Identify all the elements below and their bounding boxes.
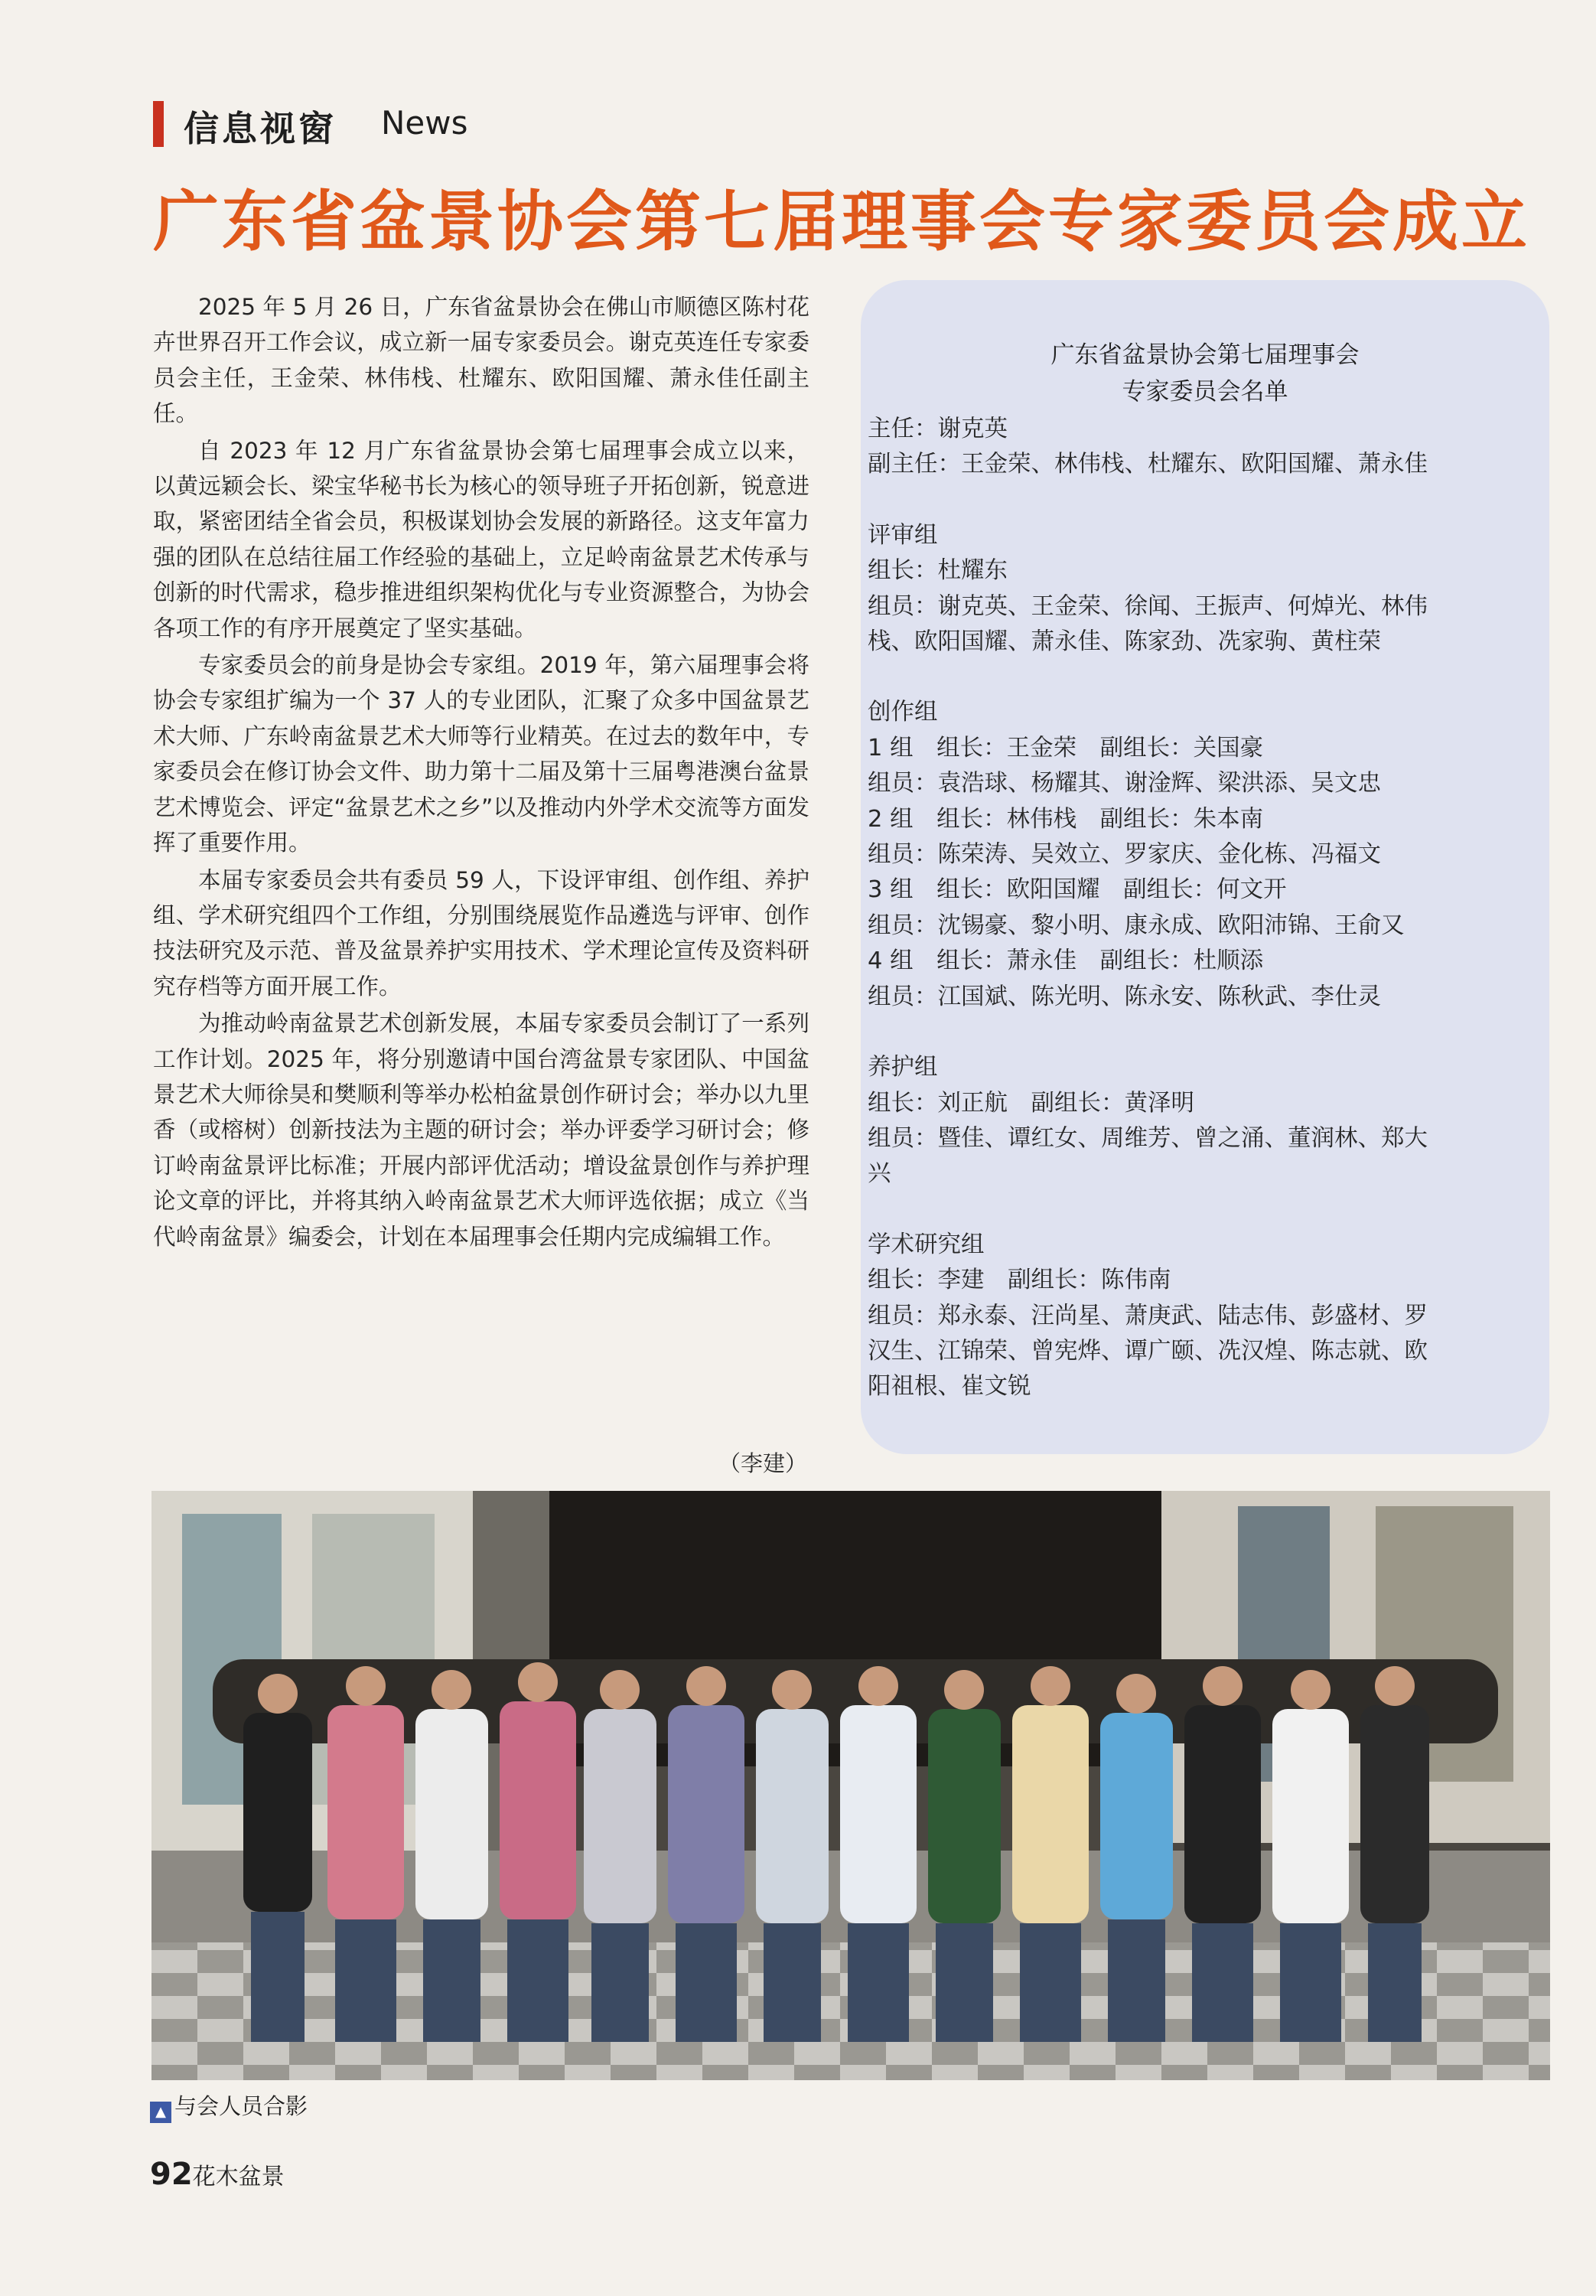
member-list-line: 组员：江国斌、陈光明、陈永安、陈秋武、李仕灵 <box>868 983 1381 1010</box>
member-list-line: 2 组 组长：林伟栈 副组长：朱本南 <box>868 805 1264 833</box>
member-list-line: 组长：刘正航 副组长：黄泽明 <box>868 1089 1194 1117</box>
member-list-line: 副主任：王金荣、林伟栈、杜耀东、欧阳国耀、萧永佳 <box>868 451 1428 478</box>
member-list-spacer <box>868 660 1526 695</box>
triangle-icon: ▲ <box>150 2102 171 2123</box>
member-list-spacer <box>868 1015 1526 1050</box>
member-list-line: 组员：谢克英、王金荣、徐闻、王振声、何焯光、林伟 <box>868 592 1428 620</box>
member-list-line: 组员：陈荣涛、吴效立、罗家庆、金化栋、冯福文 <box>868 841 1381 869</box>
member-list-title <box>861 337 1549 410</box>
member-list-line: 阳祖根、崔文锐 <box>868 1373 1031 1401</box>
article-byline: （李建） <box>718 1450 807 1476</box>
member-list-line: 汉生、江锦荣、曾宪烨、谭广颐、冼汉煌、陈志就、欧 <box>868 1337 1428 1365</box>
member-list-spacer <box>868 483 1526 518</box>
article-paragraph: 为推动岭南盆景艺术创新发展，本届专家委员会制订了一系列工作计划。2025 年，将分别邀请中国台湾盆景专家团队、中国盆景艺术大师徐昊和樊顺利等举办松柏盆景创作研讨会；举办以九里香（或榕树）创新技法为主题的研讨会；举办评委学习研讨会；修订岭南盆景评比标准；开展内部评优活动；增设盆景创作与养护理论文章的评比，并将其纳入岭南盆景艺术大师评选依据；成立《当代岭南盆景》编委会，计划在本届理事会任期内完成编辑工作。 <box>153 1010 809 1250</box>
member-list-title-line: 专家委员会名单 <box>1122 378 1288 406</box>
member-list-line: 组长：杜耀东 <box>868 557 1008 585</box>
article-paragraph: 2025 年 5 月 26 日，广东省盆景协会在佛山市顺德区陈村花卉世界召开工作会议，成立新一届专家委员会。谢克英连任专家委员会主任，王金荣、林伟栈、杜耀东、欧阳国耀、萧永佳任副主任。 <box>153 294 809 427</box>
headline: 广东省盆景协会第七届理事会专家委员会成立 <box>153 183 1530 260</box>
photo-caption <box>150 2089 308 2123</box>
member-list-line: 兴 <box>868 1160 891 1188</box>
member-list-line: 养护组 <box>868 1054 938 1081</box>
group-photo-illustration <box>151 1491 1550 2080</box>
page-number: 92 <box>150 2157 193 2192</box>
section-marker-bar <box>153 101 164 147</box>
member-list-line: 评审组 <box>868 521 938 549</box>
magazine-name: 花木盆景 <box>192 2164 285 2190</box>
photo-caption-text: 与会人员合影 <box>174 2093 308 2119</box>
member-list-line: 栈、欧阳国耀、萧永佳、陈家劲、冼家驹、黄柱荣 <box>868 628 1381 656</box>
member-list-body <box>868 412 1526 1405</box>
member-list-line: 3 组 组长：欧阳国耀 副组长：何文开 <box>868 876 1287 904</box>
member-list-line: 4 组 组长：萧永佳 副组长：杜顺添 <box>868 947 1264 975</box>
group-photo <box>151 1491 1550 2080</box>
article-paragraph: 本届专家委员会共有委员 59 人，下设评审组、创作组、养护组、学术研究组四个工作组，分别围绕展览作品遴选与评审、创作技法研究及示范、普及盆景养护实用技术、学术理论宣传及资料研究存档等方面开展工作。 <box>153 866 809 1000</box>
page-folio <box>150 2157 285 2192</box>
article-paragraph: 自 2023 年 12 月广东省盆景协会第七届理事会成立以来，以黄远颖会长、梁宝华秘书长为核心的领导班子开拓创新，锐意进取，紧密团结全省会员，积极谋划协会发展的新路径。这支年富力强的团队在总结往届工作经验的基础上，立足岭南盆景艺术传承与创新的时代需求，稳步推进组织架构优化与专业资源整合，为协会各项工作的有序开展奠定了坚实基础。 <box>153 437 809 641</box>
member-list-line: 主任：谢克英 <box>868 416 1008 442</box>
article-body <box>153 289 809 1256</box>
member-list-line: 学术研究组 <box>868 1231 985 1258</box>
member-list-line: 组员：沈锡豪、黎小明、康永成、欧阳沛锦、王俞又 <box>868 912 1405 939</box>
member-list-line: 创作组 <box>868 699 938 726</box>
member-list-line: 组员：暨佳、谭红女、周维芳、曾之涌、董润林、郑大 <box>868 1124 1428 1152</box>
member-list-spacer <box>868 1192 1526 1228</box>
article-paragraph: 专家委员会的前身是协会专家组。2019 年，第六届理事会将协会专家组扩编为一个 37 人的专业团队，汇聚了众多中国盆景艺术大师、广东岭南盆景艺术大师等行业精英。在过去的数年中，专家委员会在修订协会文件、助力第十二届及第十三届粤港澳台盆景艺术博览会、评定“盆景艺术之乡”以及推动内外学术交流等方面发挥了重要作用。 <box>153 652 809 856</box>
member-list-line: 1 组 组长：王金荣 副组长：关国豪 <box>868 734 1264 762</box>
member-list-line: 组员：袁浩球、杨耀其、谢淦辉、梁洪添、吴文忠 <box>868 770 1381 797</box>
member-list-title-line: 广东省盆景协会第七届理事会 <box>1050 341 1360 369</box>
section-label: 信息视窗 <box>184 108 337 149</box>
member-list-line: 组长：李建 副组长：陈伟南 <box>868 1267 1171 1294</box>
section-label-english: News <box>381 104 468 142</box>
member-list-line: 组员：郑永泰、汪尚星、萧庚武、陆志伟、彭盛材、罗 <box>868 1302 1428 1329</box>
